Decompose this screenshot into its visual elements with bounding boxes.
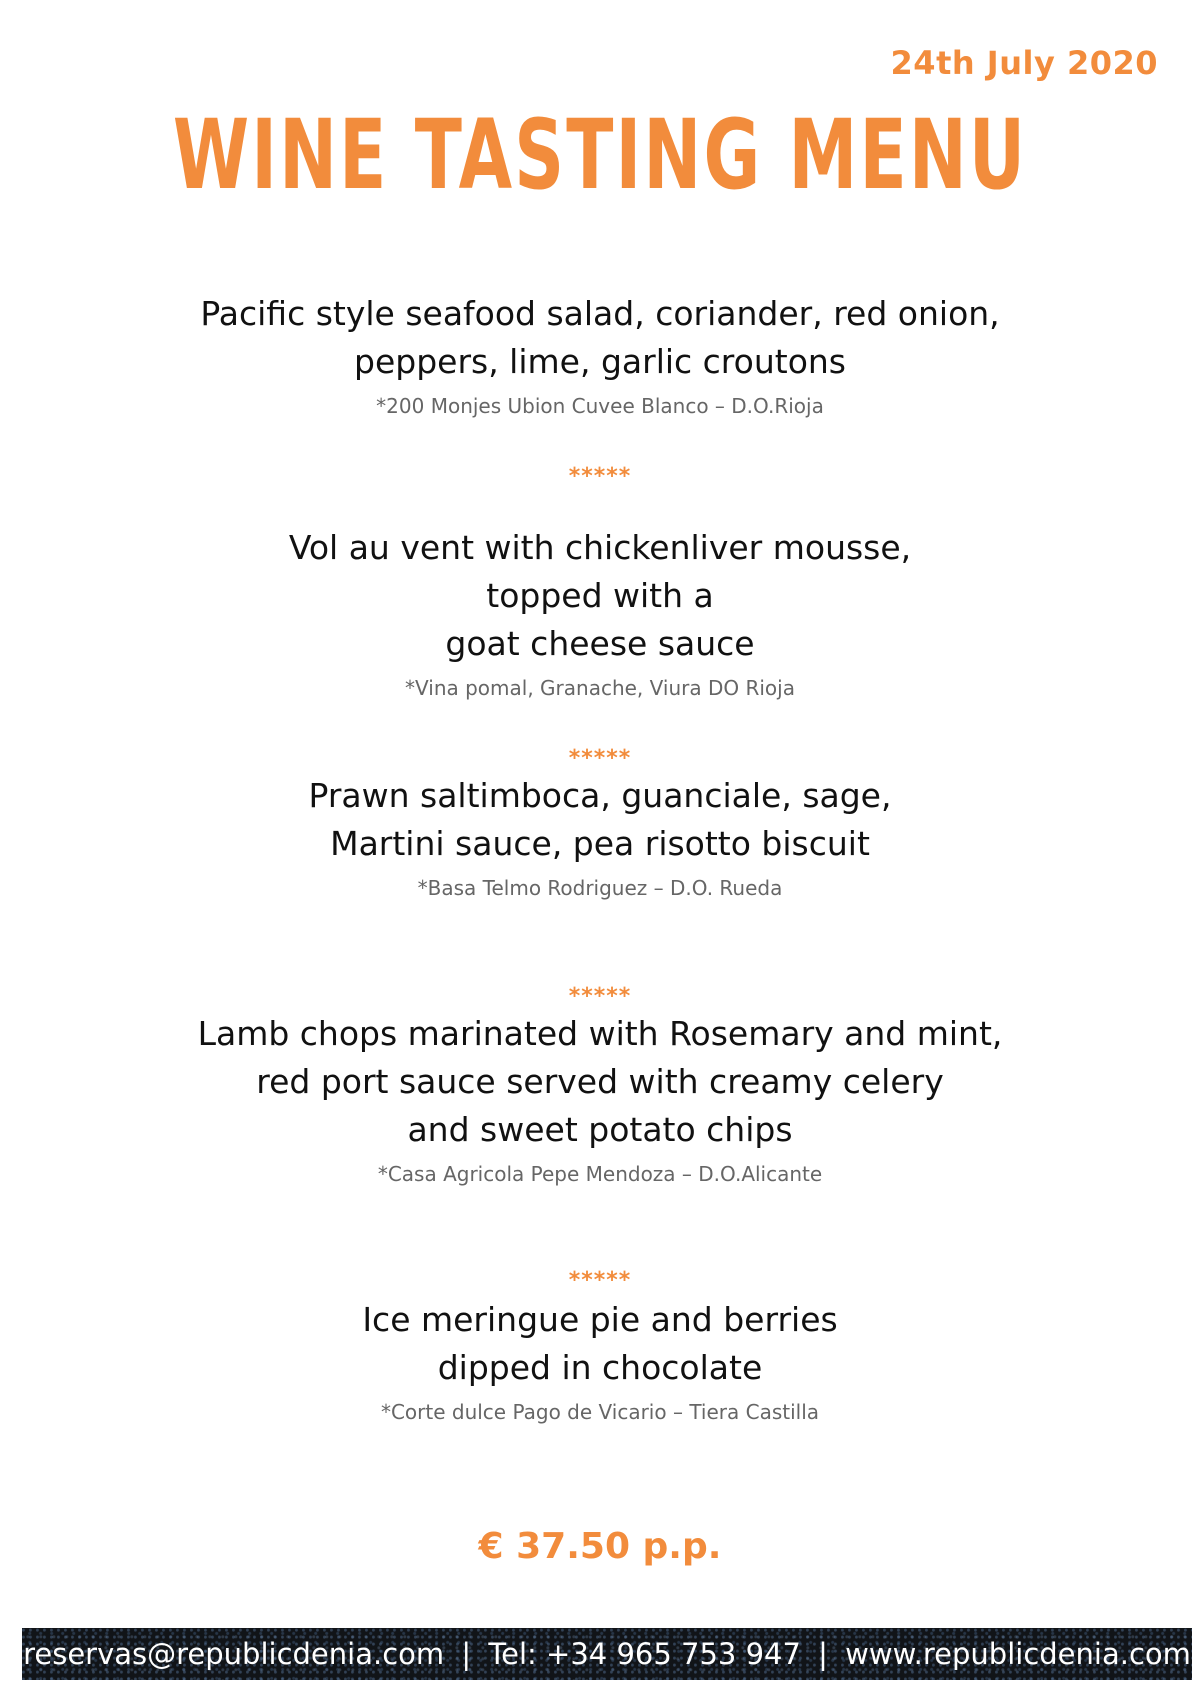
footer-divider: | [818,1637,828,1671]
wine-pairing: *Casa Agricola Pepe Mendoza – D.O.Alicante [377,1162,823,1186]
contact-footer [22,1628,1192,1680]
dish-line: topped with a [486,576,714,615]
menu-date: 24th July 2020 [890,44,1158,82]
dish-line: red port sauce served with creamy celery [256,1062,944,1101]
dish-line: and sweet potato chips [407,1110,793,1149]
course-separator: ***** [568,746,632,771]
course-separator: ***** [568,984,632,1009]
dish-line: Vol au vent with chickenliver mousse, [288,528,912,567]
dish-line: goat cheese sauce [445,624,755,663]
course-item [100,1296,1100,1426]
dish-line: Lamb chops marinated with Rosemary and mint, [197,1014,1003,1053]
dish-line: Martini sauce, pea risotto biscuit [330,824,870,863]
footer-email[interactable]: reservas@republicdenia.com [23,1637,445,1671]
wine-pairing: *Vina pomal, Granache, Viura DO Rioja [405,676,795,700]
course-separator: ***** [568,1268,632,1293]
wine-pairing: *Corte dulce Pago de Vicario – Tiera Castilla [380,1400,820,1424]
footer-website[interactable]: www.republicdenia.com [845,1637,1191,1671]
dish-line: Prawn saltimboca, guanciale, sage, [308,776,892,815]
course-item [100,290,1100,420]
dish-line: Pacific style seafood salad, coriander, red onion, [200,294,1000,333]
footer-divider: | [461,1637,472,1671]
course-item [100,524,1100,702]
wine-pairing: *200 Monjes Ubion Cuvee Blanco – D.O.Rioja [376,394,824,418]
dish-line: dipped in chocolate [437,1348,763,1387]
menu-title: WINE TASTING MENU [172,99,1028,211]
wine-pairing: *Basa Telmo Rodriguez – D.O. Rueda [417,876,783,900]
dish-line: peppers, lime, garlic croutons [354,342,846,381]
course-item [100,1010,1100,1188]
course-list [0,290,1200,1426]
course-item [100,772,1100,902]
footer-phone[interactable]: Tel: +34 965 753 947 [488,1637,801,1671]
course-separator: ***** [568,464,632,489]
dish-line: Ice meringue pie and berries [362,1300,838,1339]
menu-price: € 37.50 p.p. [478,1526,722,1567]
